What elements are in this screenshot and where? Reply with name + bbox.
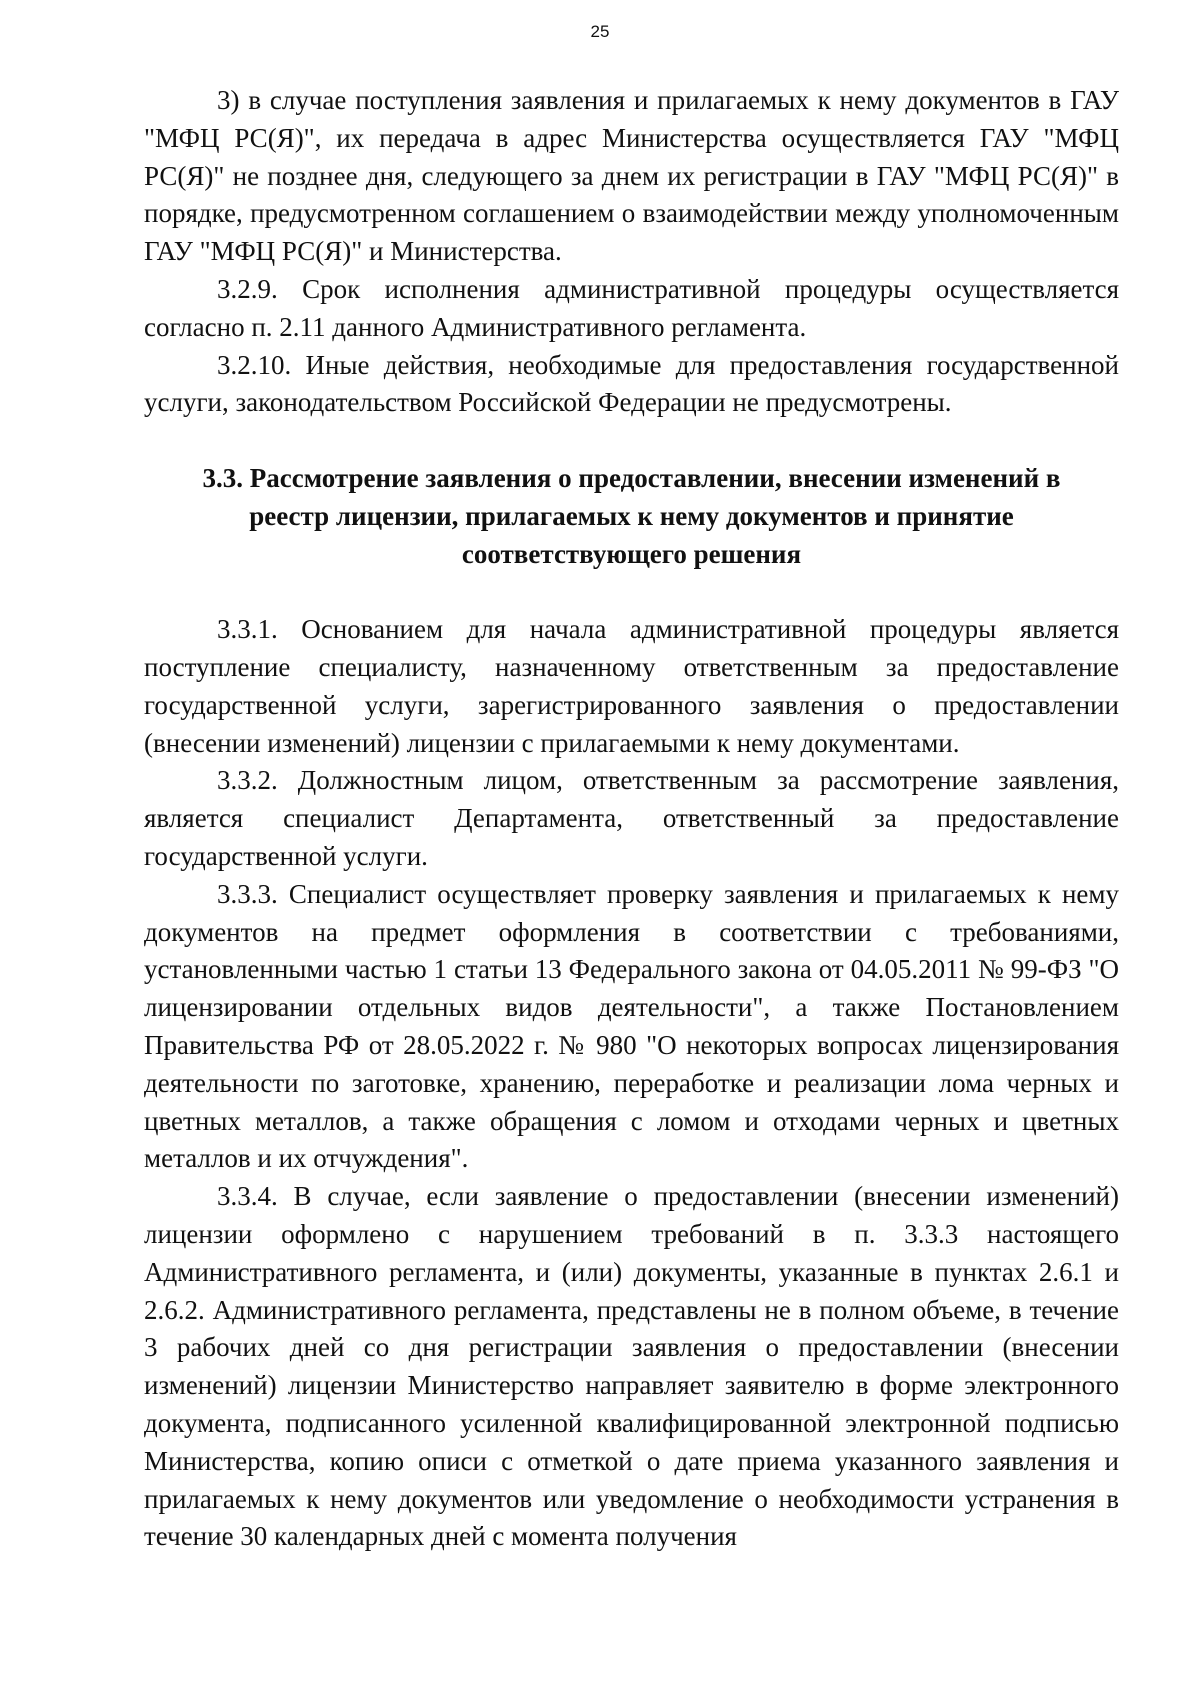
paragraph-mfc-transfer: 3) в случае поступления заявления и прилагаемых к нему документов в ГАУ "МФЦ РС(Я)", их передача в адрес Министерства осуществляется ГАУ "МФЦ РС(Я)" не позднее дня, следующего за днем их регистрации в ГАУ "МФЦ РС(Я)" в порядке, предусмотренном соглашением о взаимодействии между уполномоченным ГАУ "МФЦ РС(Я)" и Министерства. xyxy=(144,85,1119,267)
section-heading-3-3: 3.3. Рассмотрение заявления о предоставлении, внесении изменений в реестр лицензии, прилагаемых к нему документов и принятие соответствующего решения xyxy=(202,463,1061,570)
paragraph-3-3-4: 3.3.4. В случае, если заявление о предоставлении (внесении изменений) лицензии оформлено с нарушением требований в п. 3.3.3 настоящего Административного регламента, и (или) документы, указанные в пунктах 2.6.1 и 2.6.2. Административного регламента, представлены не в полном объеме, в течение 3 рабочих дней со дня регистрации заявления о предоставлении (внесении изменений) лицензии Министерство направляет заявителю в форме электронного документа, подписанного усиленной квалифицированной электронной подписью Министерства, копию описи с отметкой о дате приема указанного заявления и прилагаемых к нему документов или уведомление о необходимости устранения в течение 30 календарных дней с момента получения xyxy=(144,1181,1119,1552)
paragraph-3-3-2: 3.3.2. Должностным лицом, ответственным за рассмотрение заявления, является специалист Департамента, ответственный за предоставление государственной услуги. xyxy=(144,765,1119,871)
paragraph-3-3-3: 3.3.3. Специалист осуществляет проверку заявления и прилагаемых к нему документов на предмет оформления в соответствии с требованиями, установленными частью 1 статьи 13 Федерального закона от 04.05.2011 № 99-ФЗ "О лицензировании отдельных видов деятельности", а также Постановлением Правительства РФ от 28.05.2022 г. № 980 "О некоторых вопросах лицензирования деятельности по заготовке, хранению, переработке и реализации лома черных и цветных металлов, а также обращения с ломом и отходами черных и цветных металлов и их отчуждения". xyxy=(144,878,1119,1174)
paragraph-3-3-1: 3.3.1. Основанием для начала административной процедуры является поступление специалисту, назначенному ответственным за предоставление государственной услуги, зарегистрированного заявления о предоставлении (внесении изменений) лицензии с прилагаемыми к нему документами. xyxy=(144,614,1119,758)
document-body xyxy=(144,82,1119,1556)
paragraph-3-2-9: 3.2.9. Срок исполнения административной процедуры осуществляется согласно п. 2.11 данного Административного регламента. xyxy=(144,273,1119,342)
paragraph-3-2-10: 3.2.10. Иные действия, необходимые для предоставления государственной услуги, законодательством Российской Федерации не предусмотрены. xyxy=(144,349,1119,418)
page-number: 25 xyxy=(590,22,610,41)
